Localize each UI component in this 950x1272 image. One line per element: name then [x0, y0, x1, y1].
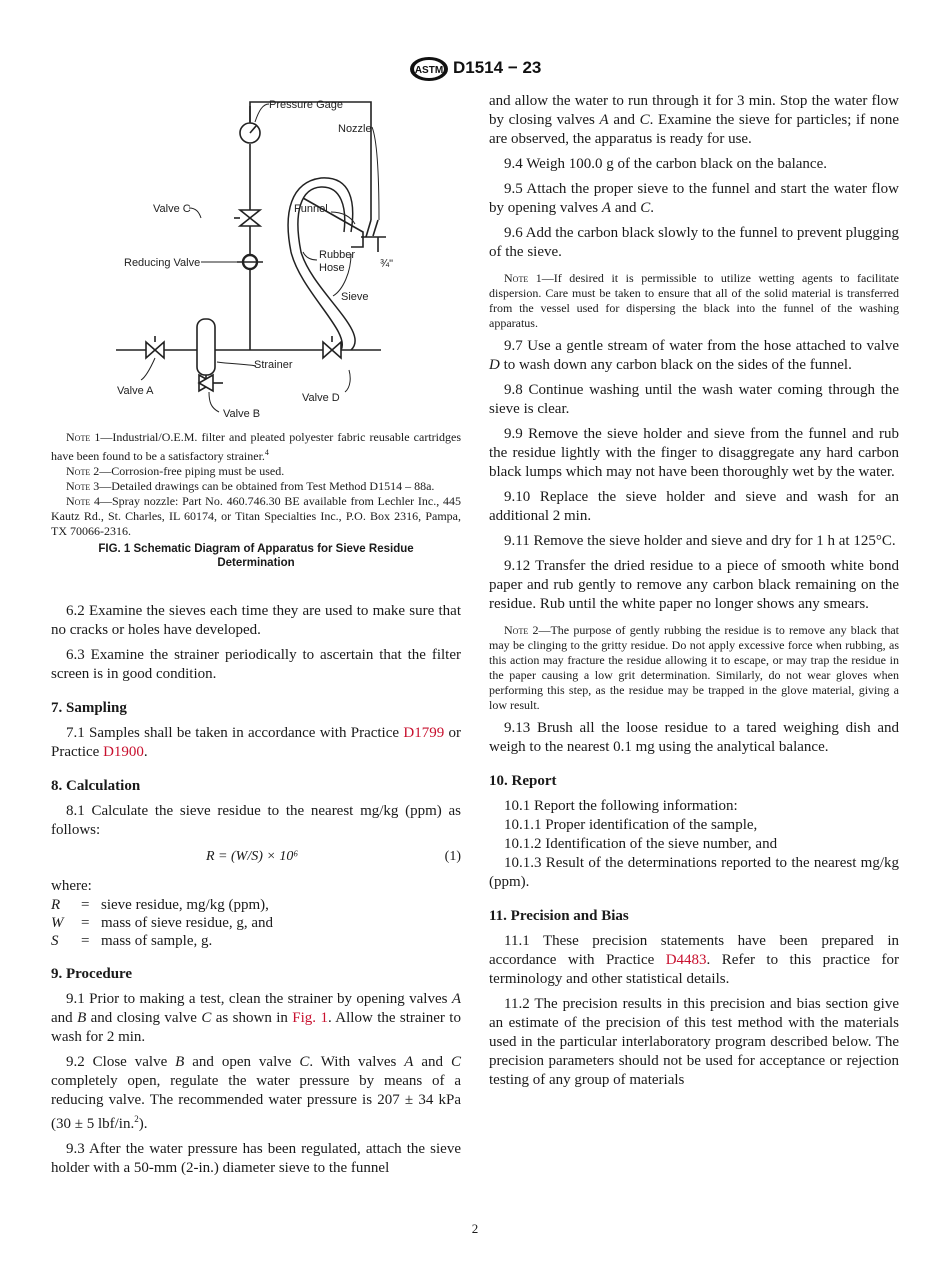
section-7-heading: 7. Sampling — [51, 700, 127, 716]
para-9-8: 9.8 Continue washing until the wash water coming through the sieve is clear. — [489, 382, 899, 417]
link-d1900[interactable]: D1900 — [103, 744, 144, 760]
note-1: Note 1—If desired it is permissible to utilize wetting agents to facilitate dispersion. Care must be taken to ensure that all of the solid material is transferred from the vessel used for dispersing the black into the funnel of the washing apparatus. — [489, 271, 899, 330]
figure-note-1: Note 1—Industrial/O.E.M. filter and pleated polyester fabric reusable cartridges have been found to be a satisfactory strainer.$^4$ — [51, 430, 461, 463]
figure-1 — [51, 92, 461, 422]
para-9-12: 9.12 Transfer the dried residue to a piece of smooth white bond paper and rub gently to remove any carbon black remaining on the residue. Rub until the white paper no longer shows any smears. — [489, 558, 899, 612]
section-8-heading: 8. Calculation — [51, 778, 141, 794]
page-number: 2 — [471, 1221, 479, 1236]
label-valve-d: Valve D — [302, 392, 340, 404]
para-7-1: 7.1 Samples shall be taken in accordance with Practice D1799 or Practice D1900. — [51, 725, 461, 760]
label-strainer: Strainer — [254, 359, 293, 371]
para-10-1-1: 10.1.1 Proper identification of the sample, — [504, 817, 758, 833]
document-id: D1514 − 23 — [453, 58, 542, 77]
label-rubber: Rubber — [319, 249, 356, 261]
definition-r: R = sieve residue, mg/kg (ppm), — [51, 897, 269, 913]
para-10-1-2: 10.1.2 Identification of the sieve number, and — [504, 836, 778, 852]
label-valve-b: Valve B — [223, 408, 261, 420]
label-sieve: Sieve — [341, 291, 369, 303]
link-d4483[interactable]: D4483 — [665, 952, 707, 968]
para-9-5: 9.5 Attach the proper sieve to the funnel and start the water flow by opening valves A and C. — [489, 181, 899, 216]
label-reducing-valve: Reducing Valve — [124, 257, 201, 269]
label-pressure-gage: Pressure Gage — [269, 99, 343, 111]
definition-s: S = mass of sample, g. — [51, 933, 213, 949]
astm-logo — [409, 55, 449, 83]
right-column — [489, 92, 899, 1090]
para-6-3: 6.3 Examine the strainer periodically to ascertain that the filter screen is in good condition. — [51, 647, 461, 682]
link-fig-1[interactable]: Fig. 1 — [292, 1010, 328, 1026]
definitions-list — [51, 896, 461, 950]
link-d1799[interactable]: D1799 — [403, 725, 445, 741]
para-10-1-3: 10.1.3 Result of the determinations reported to the nearest mg/kg (ppm). — [489, 855, 899, 890]
figure-caption: FIG. 1 Schematic Diagram of Apparatus for Sieve Residue Determination — [98, 543, 414, 569]
figure-note-2: Note 2—Corrosion-free piping must be used. — [66, 464, 285, 478]
astm-logo-text: ASTM — [414, 65, 444, 76]
para-9-9: 9.9 Remove the sieve holder and sieve from the funnel and rub the residue lightly with the finger to disaggregate any hard carbon black lumps which may not have been thoroughly wet by the water. — [489, 426, 899, 480]
label-nozzle: Nozzle — [338, 123, 372, 135]
strainer-body — [197, 319, 215, 375]
para-9-11: 9.11 Remove the sieve holder and sieve and dry for 1 h at 125°C. — [504, 533, 896, 549]
figure-note-3: Note 3—Detailed drawings can be obtained from Test Method D1514 – 88a. — [66, 479, 435, 493]
para-9-2: 9.2 Close valve B and open valve C. With valves A and C completely open, regulate the water pressure by means of a reducing valve. The recommended water pressure is 207 ± 34 kPa (30 ± 5 lbf/in.$^2$). — [51, 1054, 461, 1132]
equation-number: (1) — [444, 849, 461, 864]
label-hose: Hose — [319, 262, 345, 274]
label-funnel: Funnel — [294, 203, 328, 215]
left-column — [51, 92, 461, 1178]
equation-1 — [51, 849, 461, 868]
para-9-3-continued: and allow the water to run through it for 3 min. Stop the water flow by closing valves A and C. Examine the sieve for particles; if none are observed, the apparatus is ready for use. — [489, 93, 899, 147]
para-10-1: 10.1 Report the following information: — [504, 798, 738, 814]
figure-note-4: Note 4—Spray nozzle: Part No. 460.746.30 BE available from Lechler Inc., 445 Kautz Rd., St. Charles, IL 60174, or Titan Specialties Inc., P.O. Box 2316, Pampa, TX 70066-2316. — [51, 494, 461, 538]
label-valve-c: Valve C — [153, 203, 191, 215]
para-9-13: 9.13 Brush all the loose residue to a tared weighing dish and weigh to the nearest 0.1 mg using the analytical balance. — [489, 720, 899, 755]
para-9-10: 9.10 Replace the sieve holder and sieve and wash for an additional 2 min. — [489, 489, 899, 524]
para-9-7: 9.7 Use a gentle stream of water from the hose attached to valve D to wash down any carbon black on the sides of the funnel. — [489, 338, 899, 373]
para-11-2: 11.2 The precision results in this precision and bias section give an estimate of the precision of this test method with the materials used in the particular interlaboratory program described below. The precision parameters should not be used for acceptance or rejection testing of any group of materials — [489, 996, 899, 1088]
para-9-6: 9.6 Add the carbon black slowly to the funnel to prevent plugging of the sieve. — [489, 225, 899, 260]
section-10-heading: 10. Report — [489, 773, 557, 789]
para-9-4: 9.4 Weigh 100.0 g of the carbon black on the balance. — [504, 156, 827, 172]
para-6-2: 6.2 Examine the sieves each time they are used to make sure that no cracks or holes have developed. — [51, 603, 461, 638]
section-11-heading: 11. Precision and Bias — [489, 908, 629, 924]
page-header — [0, 55, 950, 85]
note-2: Note 2—The purpose of gently rubbing the residue is to remove any black that may be clinging to the gritty residue. Do not apply excessive force when rubbing, as this action may fracture the residue allowing it to escape, or may trap the residue in the paper causing a low grit determination. Similarly, do not wear gloves when performing this step, as the residue may be trapped in the glove material, giving a low result. — [489, 623, 899, 712]
label-dimension: ¾" — [380, 258, 394, 270]
para-9-1: 9.1 Prior to making a test, clean the strainer by opening valves A and B and closing valve C as shown in Fig. 1. Allow the strainer to wash for 2 min. — [51, 991, 461, 1045]
definition-w: W = mass of sieve residue, g, and — [51, 915, 274, 931]
equation-body: R = (W/S) × 10⁶ — [206, 849, 299, 864]
para-11-1: 11.1 These precision statements have been prepared in accordance with Practice D4483. Refer to this practice for terminology and other statistical details. — [489, 933, 899, 987]
section-9-heading: 9. Procedure — [51, 966, 133, 982]
label-valve-a: Valve A — [117, 385, 154, 397]
para-9-3: 9.3 After the water pressure has been regulated, attach the sieve holder with a 50-mm (2-in.) diameter sieve to the funnel — [51, 1141, 461, 1176]
para-8-1: 8.1 Calculate the sieve residue to the nearest mg/kg (ppm) as follows: — [51, 803, 461, 838]
where-label: where: — [51, 878, 92, 894]
apparatus-diagram — [51, 92, 461, 422]
